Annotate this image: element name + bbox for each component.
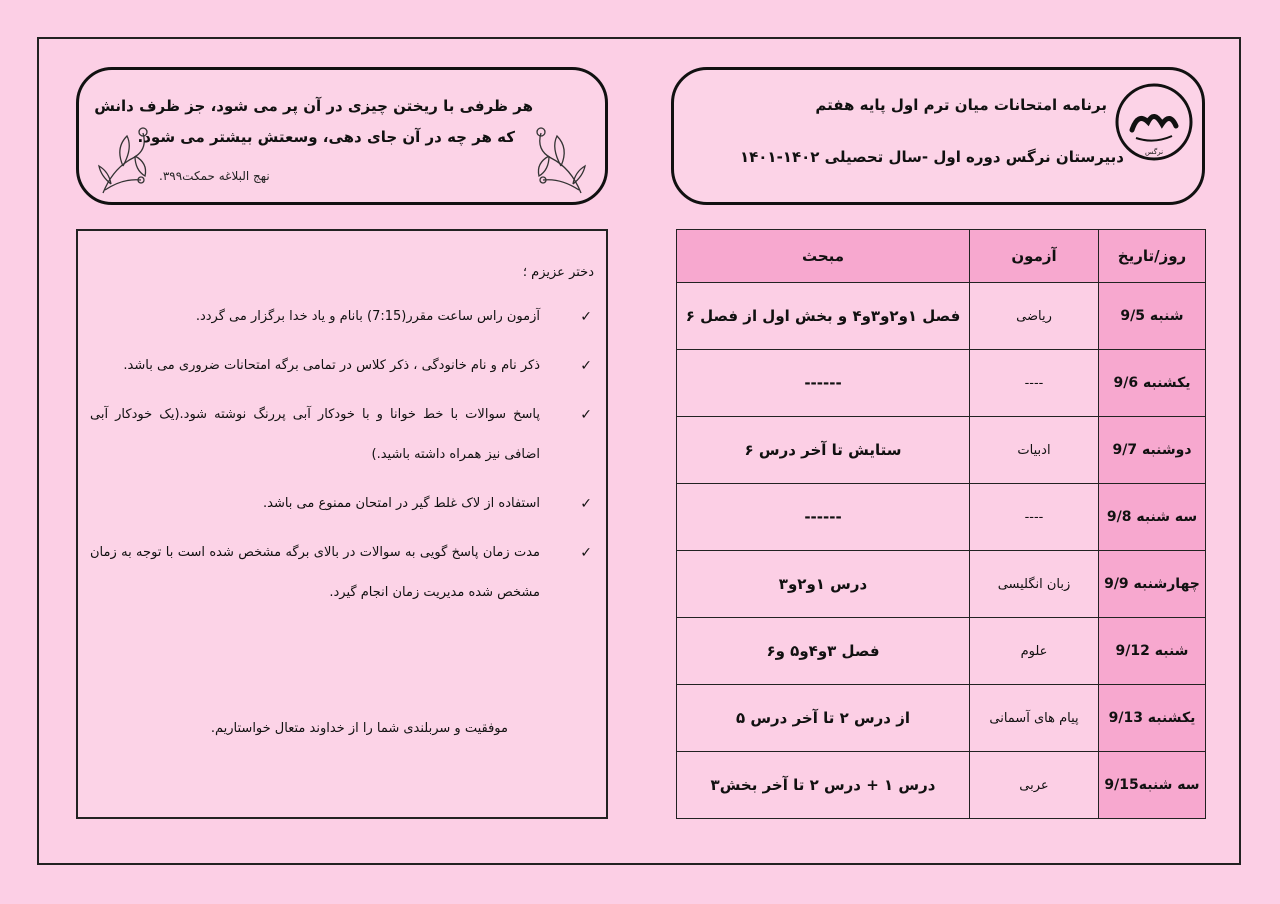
row-day: دوشنبه 9/7 [1099,417,1206,484]
exam-schedule-table [676,229,1206,819]
table-row [677,618,1206,685]
row-subject: پیام های آسمانی [970,685,1099,752]
rules-box [76,229,608,819]
logo-text: نرگس [1144,148,1164,156]
quote-line-2: که هر چه در آن جای دهی، وسعتش بیشتر می شود. [137,128,515,146]
row-topic: فصل ۳و۴و۵ و۶ [677,618,970,685]
header-subtitle: دبیرستان نرگس دوره اول -سال تحصیلی ۱۴۰۲-۱۴۰۱ [739,148,1124,166]
checkmark-icon: ✓ [580,545,592,561]
header-day: روز/تاریخ [1099,230,1206,283]
rule-text: مدت زمان پاسخ گویی به سوالات در بالای برگه مشخص شده است با توجه به زمان مشخص شده مدیریت زمان انجام گیرد. [90,545,540,600]
rule-text: آزمون راس ساعت مقرر(7:15) بانام و یاد خدا برگزار می گردد. [195,309,540,324]
checkmark-icon: ✓ [580,496,592,512]
table-row [677,350,1206,417]
row-subject: ریاضی [970,283,1099,350]
row-day: شنبه 9/5 [1099,283,1206,350]
table-header-row [677,230,1206,283]
narges-logo [1114,82,1194,162]
row-day: یکشنبه 9/6 [1099,350,1206,417]
table-row [677,752,1206,819]
table-row [677,551,1206,618]
row-subject: ادبیات [970,417,1099,484]
header-box [671,67,1205,205]
floral-ornament-icon [531,118,591,198]
checkmark-icon: ✓ [580,358,592,374]
row-day: شنبه 9/12 [1099,618,1206,685]
rule-text: پاسخ سوالات با خط خوانا و با خودکار آبی پررنگ نوشته شود.(یک خودکار آبی اضافی نیز همراه داشته باشید.) [90,407,540,462]
rule-text: استفاده از لاک غلط گیر در امتحان ممنوع می باشد. [263,496,540,511]
header-subject: آزمون [970,230,1099,283]
row-day: یکشنبه 9/13 [1099,685,1206,752]
row-topic: از درس ۲ تا آخر درس ۵ [677,685,970,752]
quote-source: نهج البلاغه حمکت۳۹۹. [159,169,270,183]
header-title: برنامه امتحانات میان ترم اول پایه هفتم [815,96,1107,114]
list-item [90,484,592,524]
table-row [677,417,1206,484]
row-subject: عربی [970,752,1099,819]
quote-box [76,67,608,205]
row-topic: درس ۱و۲و۳ [677,551,970,618]
rules-closing: موفقیت و سربلندی شما را از خداوند متعال خواستاریم. [210,721,508,736]
checkmark-icon: ✓ [580,407,592,423]
row-day: سه شنبه 9/8 [1099,484,1206,551]
row-subject: زبان انگلیسی [970,551,1099,618]
row-day: چهارشنبه 9/9 [1099,551,1206,618]
row-subject: ---- [970,484,1099,551]
table-row [677,685,1206,752]
table-row [677,484,1206,551]
row-subject: ---- [970,350,1099,417]
list-item [90,346,592,386]
row-topic: ستایش تا آخر درس ۶ [677,417,970,484]
rule-text: ذکر نام و نام خانودگی ، ذکر کلاس در تمامی برگه امتحانات ضروری می باشد. [123,358,540,373]
row-topic: ------ [677,350,970,417]
row-topic: ------ [677,484,970,551]
rules-list [90,297,592,613]
list-item [90,297,592,337]
row-topic: درس ۱ + درس ۲ تا آخر بخش۳ [677,752,970,819]
checkmark-icon: ✓ [580,309,592,325]
quote-line-1: هر ظرفی با ریختن چیزی در آن پر می شود، جز ظرف دانش [94,97,533,115]
row-topic: فصل ۱و۲و۳و۴ و بخش اول از فصل ۶ [677,283,970,350]
table-row [677,283,1206,350]
row-subject: علوم [970,618,1099,685]
header-topic: مبحث [677,230,970,283]
rules-greeting: دختر عزیزم ؛ [522,265,594,280]
row-day: سه شنبه9/15 [1099,752,1206,819]
list-item [90,533,592,613]
list-item [90,395,592,475]
